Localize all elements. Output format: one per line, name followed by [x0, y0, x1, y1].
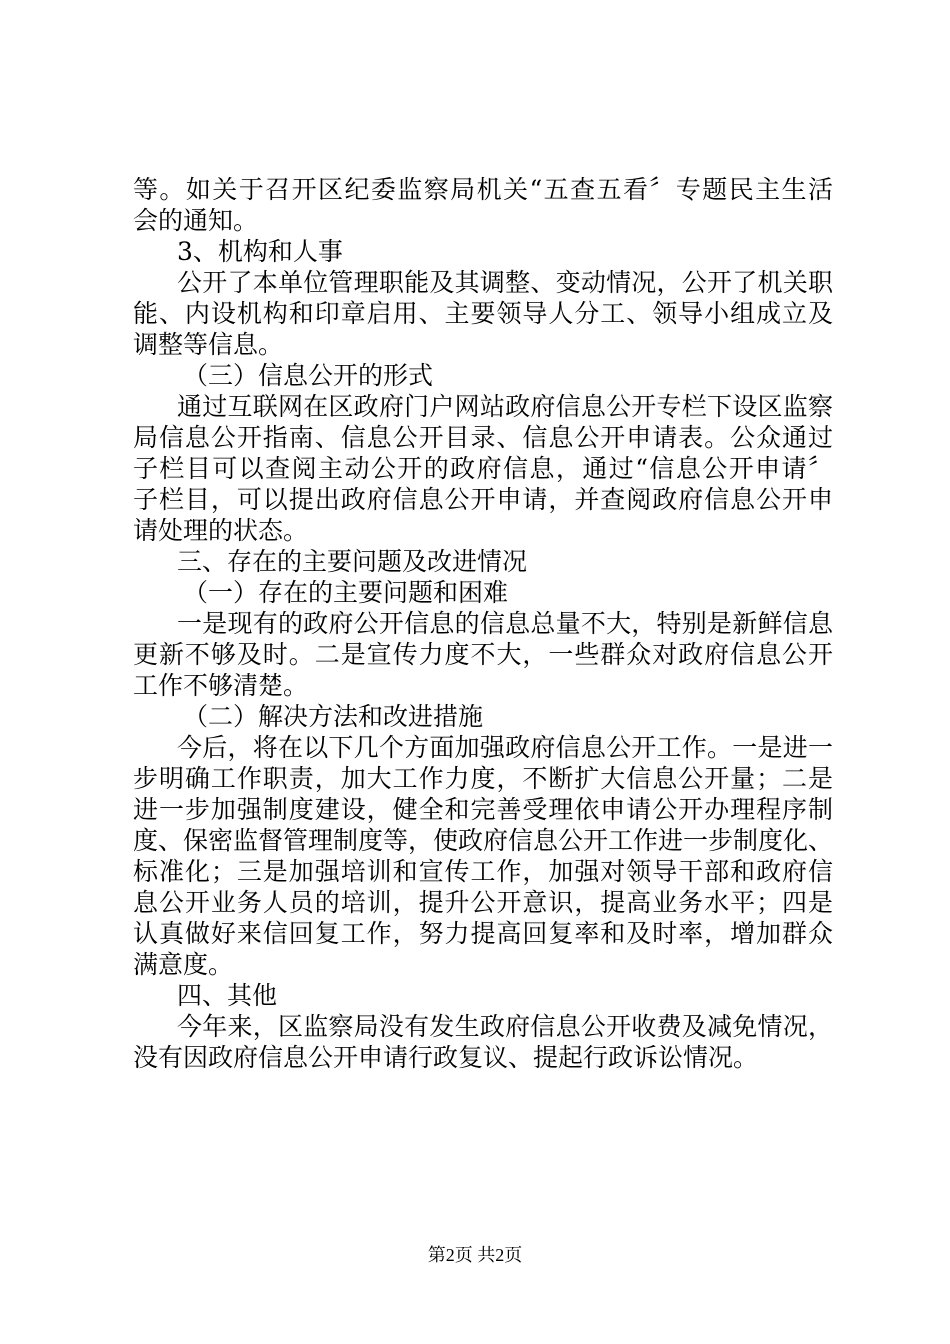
text-line: 更新不够及时。二是宣传力度不大，一些群众对政府信息公开: [133, 640, 833, 669]
text-line: 局信息公开指南、信息公开目录、信息公开申请表。公众通过: [133, 423, 833, 452]
text-line: 会的通知。: [133, 206, 259, 235]
text-line: 今后，将在以下几个方面加强政府信息公开工作。一是进一: [177, 733, 833, 762]
section-heading: 四、其他: [177, 981, 278, 1010]
text-line: 没有因政府信息公开申请行政复议、提起行政诉讼情况。: [133, 1043, 759, 1072]
section-heading: 三、存在的主要问题及改进情况: [177, 547, 528, 576]
section-heading: （二）解决方法和改进措施: [183, 702, 484, 731]
text-line: 等。如关于召开区纪委监察局机关“五查五看〞专题民主生活: [133, 175, 833, 204]
text-line: 进一步加强制度建设，健全和完善受理依申请公开办理程序制: [133, 795, 833, 824]
text-line: 公开了本单位管理职能及其调整、变动情况，公开了机关职: [177, 268, 833, 297]
text-line: 子栏目可以查阅主动公开的政府信息，通过“信息公开申请〞: [133, 454, 833, 483]
text-line: 调整等信息。: [133, 330, 284, 359]
text-line: 今年来，区监察局没有发生政府信息公开收费及减免情况，: [177, 1012, 833, 1041]
text-line: 子栏目，可以提出政府信息公开申请，并查阅政府信息公开申: [133, 485, 833, 514]
document-body: [133, 174, 833, 1073]
text-line: 工作不够清楚。: [133, 671, 309, 700]
text-line: 步明确工作职责，加大工作力度，不断扩大信息公开量；二是: [133, 764, 833, 793]
text-line: 能、内设机构和印章启用、主要领导人分工、领导小组成立及: [133, 299, 833, 328]
text-line: 请处理的状态。: [133, 516, 309, 545]
section-heading: 3、机构和人事: [177, 237, 343, 266]
text-line: 息公开业务人员的培训，提升公开意识，提高业务水平；四是: [133, 888, 833, 917]
page-footer: 第2页 共2页: [427, 1245, 523, 1265]
text-line: 通过互联网在区政府门户网站政府信息公开专栏下设区监察: [177, 392, 833, 421]
text-line: 标准化；三是加强培训和宣传工作，加强对领导干部和政府信: [133, 857, 833, 886]
section-heading: （三）信息公开的形式: [183, 361, 434, 390]
text-line: 度、保密监督管理制度等，使政府信息公开工作进一步制度化、: [133, 826, 833, 855]
section-heading: （一）存在的主要问题和困难: [183, 578, 509, 607]
text-line: 一是现有的政府公开信息的信息总量不大，特别是新鲜信息: [177, 609, 833, 638]
text-line: 认真做好来信回复工作，努力提高回复率和及时率，增加群众: [133, 919, 833, 948]
text-line: 满意度。: [133, 950, 234, 979]
